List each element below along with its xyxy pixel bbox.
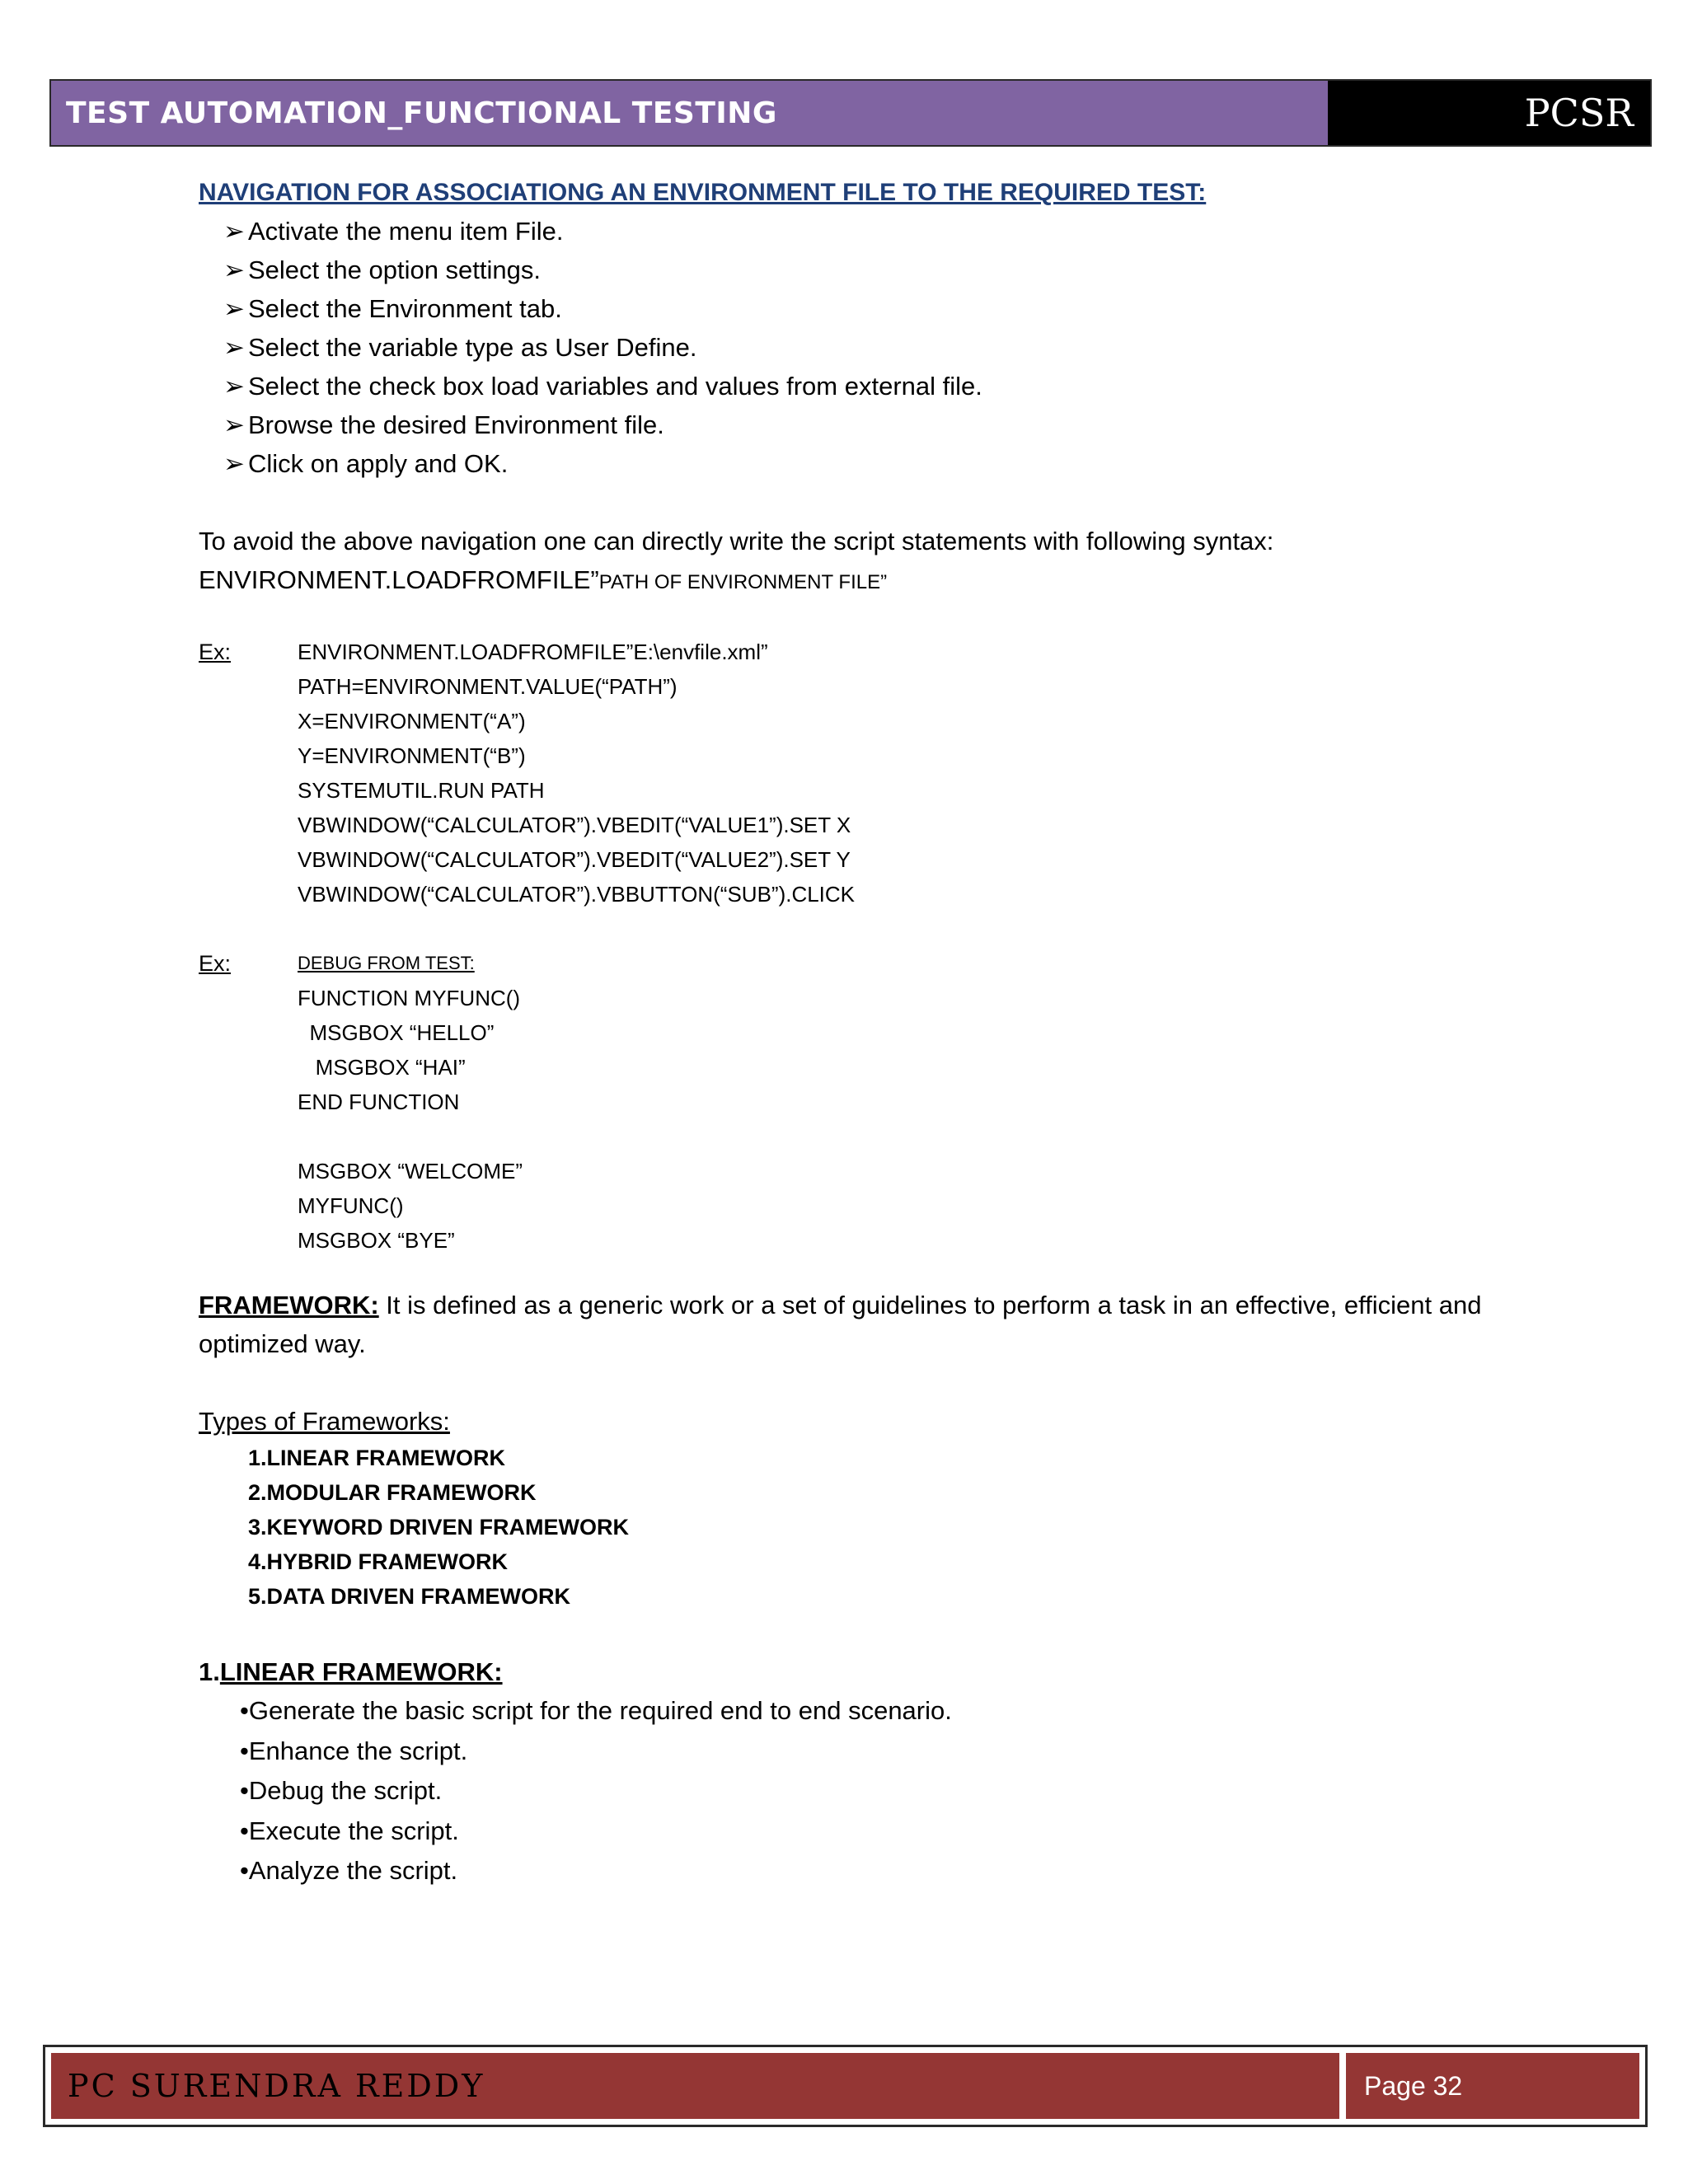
list-item: •Execute the script. — [240, 1816, 459, 1845]
list-item: •Enhance the script. — [240, 1736, 468, 1765]
list-item: ➢ Select the option settings. — [223, 251, 1517, 289]
example-debug — [199, 946, 1517, 1258]
arrow-bullet-icon: ➢ — [223, 410, 245, 439]
bullet-icon: • — [240, 1736, 249, 1765]
page-number: Page 32 — [1346, 2053, 1639, 2119]
framework-term: FRAMEWORK: — [199, 1291, 379, 1319]
linear-steps — [199, 1691, 1517, 1891]
code-block: DEBUG FROM TEST: FUNCTION MYFUNC() MSGBOX “HELLO” MSGBOX “HAI” END FUNCTION MSGBOX “WELCOME” MYFUNC() MSGBOX “BYE” — [298, 946, 523, 1258]
arrow-bullet-icon: ➢ — [223, 333, 245, 362]
example-env-file — [199, 635, 1517, 912]
list-item: ➢ Select the check box load variables and values from external file. — [223, 367, 1517, 405]
list-item: ➢ Select the variable type as User Define. — [223, 328, 1517, 367]
types-heading: Types of Frameworks: — [199, 1407, 450, 1436]
arrow-bullet-icon: ➢ — [223, 217, 245, 246]
list-item: •Analyze the script. — [240, 1856, 458, 1885]
arrow-bullet-icon: ➢ — [223, 372, 245, 401]
page-header — [49, 79, 1652, 147]
list-item: ➢ Activate the menu item File. — [223, 212, 1517, 251]
list-item: 5.DATA DRIVEN FRAMEWORK — [248, 1584, 570, 1609]
header-brand: PCSR — [1328, 81, 1650, 145]
types-list — [199, 1441, 1517, 1614]
code-block: ENVIRONMENT.LOADFROMFILE”E:\envfile.xml” PATH=ENVIRONMENT.VALUE(“PATH”) X=ENVIRONMENT(“A”) Y=ENVIRONMENT(“B”) SYSTEMUTIL.RUN PATH VBWINDOW(“CALCULATOR”).VBEDIT(“VALUE1”).SET X VBWINDOW(“CALCULATOR”).VBEDIT(“VALUE2”).SET Y VBWINDOW(“CALCULATOR”).VBBUTTON(“SUB”).CLICK — [298, 640, 856, 907]
list-item: ➢ Browse the desired Environment file. — [223, 405, 1517, 444]
bullet-icon: • — [240, 1776, 249, 1805]
navigation-steps — [199, 212, 1517, 483]
list-item: 1.LINEAR FRAMEWORK — [248, 1446, 505, 1470]
page-footer — [43, 2045, 1648, 2127]
list-item: •Generate the basic script for the required end to end scenario. — [240, 1696, 952, 1725]
example-label: Ex: — [199, 640, 232, 664]
example-label: Ex: — [199, 951, 232, 976]
arrow-bullet-icon: ➢ — [223, 294, 245, 323]
framework-definition: FRAMEWORK: It is defined as a generic work or a set of guidelines to perform a task in an effective, efficient and — [199, 1291, 1482, 1319]
list-item: 3.KEYWORD DRIVEN FRAMEWORK — [248, 1515, 630, 1540]
bullet-icon: • — [240, 1816, 249, 1845]
header-title: TEST AUTOMATION_FUNCTIONAL TESTING — [51, 81, 1328, 145]
linear-heading: 1.LINEAR FRAMEWORK: — [199, 1657, 503, 1686]
list-item: ➢ Click on apply and OK. — [223, 444, 1517, 483]
list-item: •Debug the script. — [240, 1776, 443, 1805]
syntax-intro: To avoid the above navigation one can directly write the script statements with following syntax: — [199, 527, 1274, 555]
list-item: 4.HYBRID FRAMEWORK — [248, 1549, 508, 1574]
debug-subtitle: DEBUG FROM TEST: — [298, 953, 475, 973]
footer-author: PC SURENDRA REDDY — [51, 2053, 1339, 2119]
page-content — [199, 173, 1517, 1891]
arrow-bullet-icon: ➢ — [223, 449, 245, 478]
bullet-icon: • — [240, 1856, 249, 1885]
bullet-icon: • — [240, 1696, 249, 1725]
arrow-bullet-icon: ➢ — [223, 255, 245, 284]
navigation-heading: NAVIGATION FOR ASSOCIATIONG AN ENVIRONMENT FILE TO THE REQUIRED TEST: — [199, 179, 1207, 206]
list-item: ➢ Select the Environment tab. — [223, 289, 1517, 328]
syntax-statement: ENVIRONMENT.LOADFROMFILE”PATH OF ENVIRONMENT FILE” — [199, 565, 888, 594]
list-item: 2.MODULAR FRAMEWORK — [248, 1480, 537, 1505]
framework-definition-cont: optimized way. — [199, 1329, 366, 1358]
